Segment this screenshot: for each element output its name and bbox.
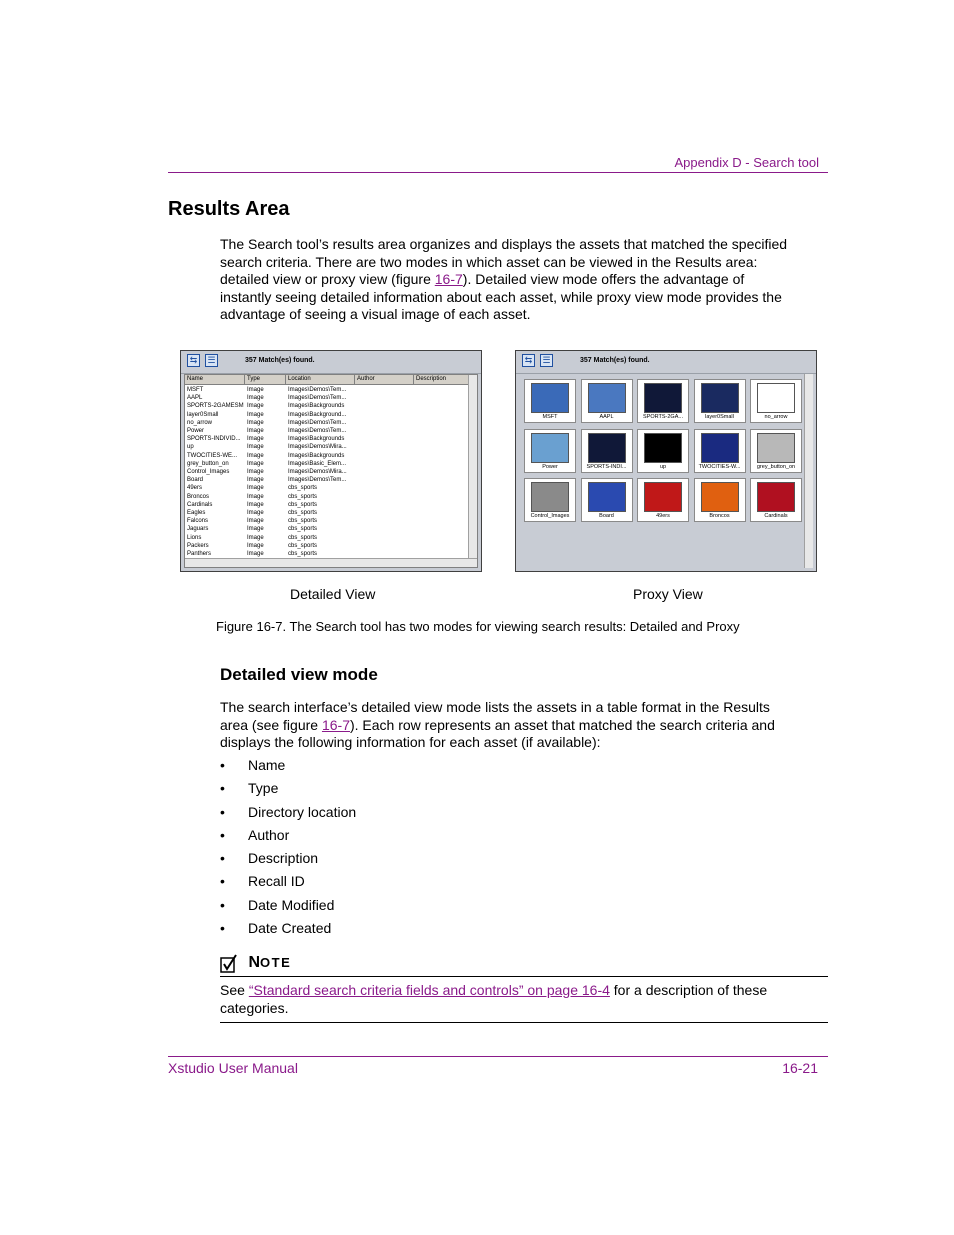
thumbnail-image bbox=[531, 433, 569, 463]
table-cell: layer0Small bbox=[187, 411, 219, 418]
field-list-item: • Name bbox=[220, 757, 620, 780]
table-cell: Image bbox=[247, 501, 264, 508]
table-row[interactable] bbox=[185, 452, 471, 460]
thumbnail-label: SPORTS-INDI... bbox=[586, 463, 627, 470]
standard-criteria-link[interactable]: “Standard search criteria fields and controls” on page 16-4 bbox=[248, 982, 610, 998]
detailed-view-screenshot bbox=[180, 350, 482, 572]
proxy-view-label: Proxy View bbox=[633, 586, 703, 602]
table-cell: up bbox=[187, 444, 194, 451]
asset-thumbnail[interactable] bbox=[637, 379, 689, 423]
horizontal-scrollbar[interactable] bbox=[185, 558, 477, 567]
table-cell: Image bbox=[247, 411, 264, 418]
table-cell: grey_button_on bbox=[187, 460, 229, 467]
table-cell: Image bbox=[247, 510, 264, 516]
table-row[interactable] bbox=[185, 550, 471, 558]
table-cell: SPORTS-2GAMESM bbox=[187, 403, 244, 410]
subsection-text-1: The search interface’s detailed view mode lists the assets in a table format in the Results area (see figure bbox=[220, 699, 770, 733]
field-list-item: • Directory location bbox=[220, 804, 620, 827]
table-cell: Falcons bbox=[187, 518, 209, 525]
thumbnail-image bbox=[701, 482, 739, 512]
table-cell: Images\Demos\Mira... bbox=[288, 469, 347, 475]
table-cell: Image bbox=[247, 469, 264, 475]
thumbnail-image bbox=[588, 383, 626, 413]
table-cell: Images\Demos\Tem... bbox=[288, 387, 347, 393]
table-cell: Broncos bbox=[187, 493, 210, 500]
table-cell: cbs_sports bbox=[288, 518, 318, 525]
thumbnail-grid bbox=[519, 374, 813, 568]
page-number: 16-21 bbox=[782, 1060, 818, 1076]
results-table bbox=[184, 374, 478, 568]
note-text bbox=[220, 982, 810, 1017]
table-cell: Panthers bbox=[187, 551, 212, 557]
note-bottom-rule bbox=[220, 1022, 828, 1023]
table-cell: Control_Images bbox=[187, 469, 230, 475]
table-cell: Image bbox=[247, 452, 264, 459]
table-cell: AAPL bbox=[187, 395, 203, 402]
table-cell: Images\Demos\Tem... bbox=[288, 428, 347, 434]
thumbnail-image bbox=[531, 482, 569, 512]
table-cell: Image bbox=[247, 395, 264, 402]
table-cell: Power bbox=[187, 428, 205, 434]
thumbnail-label: Board bbox=[599, 513, 614, 519]
detailed-view-label: Detailed View bbox=[290, 586, 376, 602]
detailed-view-icon[interactable]: ☰ bbox=[205, 354, 218, 367]
table-cell: cbs_sports bbox=[288, 510, 318, 516]
vertical-scrollbar[interactable] bbox=[804, 374, 813, 568]
asset-thumbnail[interactable] bbox=[524, 379, 576, 423]
table-cell: Image bbox=[247, 485, 264, 492]
table-cell: Image bbox=[247, 477, 264, 484]
figure-link[interactable]: 16-7 bbox=[434, 271, 463, 287]
page-title: Results Area bbox=[168, 198, 290, 220]
field-list-item: • Description bbox=[220, 850, 620, 873]
thumbnail-label: SPORTS-2GA... bbox=[643, 414, 683, 420]
table-cell: Images\Backgrounds bbox=[288, 403, 345, 410]
intro-text-2: ). Detailed view mode offers the advantage of instantly seeing detailed information about each asset, while proxy view mode provides the advantage of seeing a visual image of each asset. bbox=[220, 271, 782, 322]
vertical-scrollbar[interactable] bbox=[468, 375, 477, 559]
table-cell: Image bbox=[247, 428, 264, 434]
thumbnail-label: layer0Small bbox=[705, 414, 734, 420]
footer-rule bbox=[168, 1056, 828, 1057]
note-text-1: See bbox=[220, 982, 249, 998]
table-cell: Images\Basic_Elem... bbox=[288, 460, 347, 467]
asset-thumbnail[interactable] bbox=[581, 379, 633, 423]
table-cell: 49ers bbox=[187, 485, 203, 492]
table-cell: cbs_sports bbox=[288, 501, 318, 508]
asset-thumbnail[interactable] bbox=[581, 478, 633, 522]
field-list-item: • Recall ID bbox=[220, 873, 620, 896]
table-row[interactable] bbox=[185, 501, 471, 509]
thumbnail-label: 49ers bbox=[656, 513, 670, 519]
table-row[interactable] bbox=[185, 443, 471, 451]
table-row[interactable] bbox=[185, 411, 471, 419]
field-list bbox=[220, 757, 620, 943]
results-toolbar bbox=[516, 351, 816, 374]
table-cell: Image bbox=[247, 387, 264, 393]
field-list-item: • Author bbox=[220, 827, 620, 850]
table-cell: Packers bbox=[187, 542, 209, 549]
table-cell: Image bbox=[247, 444, 264, 451]
table-row[interactable] bbox=[185, 525, 471, 533]
table-row[interactable] bbox=[185, 509, 471, 517]
column-header[interactable]: Description bbox=[414, 375, 471, 384]
table-cell: Image bbox=[247, 534, 264, 541]
table-row[interactable] bbox=[185, 534, 471, 542]
column-header[interactable]: Author bbox=[355, 375, 414, 384]
column-header[interactable]: Location bbox=[286, 375, 355, 384]
table-row[interactable] bbox=[185, 517, 471, 525]
asset-thumbnail[interactable] bbox=[694, 478, 746, 522]
asset-thumbnail[interactable] bbox=[637, 478, 689, 522]
table-row[interactable] bbox=[185, 460, 471, 468]
table-cell: cbs_sports bbox=[288, 526, 318, 533]
field-list-item: • Type bbox=[220, 780, 620, 803]
note-label-rest: OTE bbox=[260, 955, 292, 970]
column-header[interactable]: Name bbox=[185, 375, 245, 384]
thumbnail-image bbox=[757, 383, 795, 413]
table-row[interactable] bbox=[185, 419, 471, 427]
table-cell: Images\Demos\Tem... bbox=[288, 419, 347, 426]
thumbnail-label: grey_button_on bbox=[756, 463, 796, 470]
match-count: 357 Match(es) found. bbox=[245, 357, 315, 364]
thumbnail-label: Cardinals bbox=[764, 513, 788, 519]
thumbnail-image bbox=[701, 433, 739, 463]
asset-thumbnail[interactable] bbox=[750, 429, 802, 473]
asset-thumbnail[interactable] bbox=[750, 379, 802, 423]
table-row[interactable] bbox=[185, 435, 471, 443]
table-cell: Image bbox=[247, 518, 264, 525]
table-cell: Image bbox=[247, 436, 264, 443]
table-cell: SPORTS-INDIVID... bbox=[187, 436, 241, 443]
table-row[interactable] bbox=[185, 427, 471, 435]
table-cell: no_arrow bbox=[187, 419, 213, 426]
table-row[interactable] bbox=[185, 468, 471, 476]
table-cell: Cardinals bbox=[187, 501, 213, 508]
thumbnail-label: MSFT bbox=[542, 414, 558, 420]
table-row[interactable] bbox=[185, 402, 471, 410]
thumbnail-label: TWOCITIES-W... bbox=[698, 463, 741, 470]
table-cell: Image bbox=[247, 542, 264, 549]
thumbnail-image bbox=[644, 383, 682, 413]
table-cell: Images\Background... bbox=[288, 411, 347, 418]
note-top-rule bbox=[220, 976, 828, 977]
asset-thumbnail[interactable] bbox=[637, 429, 689, 473]
intro-paragraph bbox=[220, 236, 795, 324]
table-cell: Images\Backgrounds bbox=[288, 452, 345, 459]
intro-text-1: The Search tool’s results area organizes and displays the assets that matched the specified search criteria. There are two modes in which asset can be viewed in the Results area: detailed view or proxy view (figure bbox=[220, 236, 788, 287]
table-row[interactable] bbox=[185, 394, 471, 402]
subsection-paragraph bbox=[220, 699, 795, 752]
asset-thumbnail[interactable] bbox=[524, 478, 576, 522]
table-cell: Images\Demos\Mira... bbox=[288, 444, 347, 451]
table-cell: Image bbox=[247, 419, 264, 426]
table-cell: Eagles bbox=[187, 510, 206, 516]
thumbnail-image bbox=[701, 383, 739, 413]
table-cell: Images\Demos\Tem... bbox=[288, 477, 347, 484]
asset-thumbnail[interactable] bbox=[694, 379, 746, 423]
thumbnail-label: no_arrow bbox=[764, 414, 788, 420]
thumbnail-label: Control_Images bbox=[530, 513, 570, 519]
table-cell: Board bbox=[187, 477, 204, 484]
asset-thumbnail[interactable] bbox=[694, 429, 746, 473]
note-label-first: N bbox=[248, 954, 261, 971]
table-cell: MSFT bbox=[187, 387, 204, 393]
running-header: Appendix D - Search tool bbox=[674, 155, 819, 170]
table-header bbox=[185, 375, 471, 385]
field-list-item: • Date Created bbox=[220, 920, 620, 943]
table-row[interactable] bbox=[185, 476, 471, 484]
figure-link[interactable]: 16-7 bbox=[321, 716, 350, 733]
detailed-view-icon[interactable]: ☰ bbox=[540, 354, 553, 367]
thumbnail-image bbox=[588, 482, 626, 512]
thumbnail-image bbox=[531, 383, 569, 413]
table-cell: Image bbox=[247, 551, 264, 557]
asset-thumbnail[interactable] bbox=[581, 429, 633, 473]
header-rule bbox=[168, 172, 828, 173]
thumbnail-label: AAPL bbox=[599, 414, 614, 420]
table-row[interactable] bbox=[185, 484, 471, 492]
thumbnail-label: Broncos bbox=[709, 513, 730, 519]
table-cell: cbs_sports bbox=[288, 485, 318, 492]
table-cell: Image bbox=[247, 460, 264, 467]
table-cell: cbs_sports bbox=[288, 534, 318, 541]
subsection-title: Detailed view mode bbox=[220, 665, 378, 684]
thumbnail-image bbox=[644, 433, 682, 463]
thumbnail-label: up bbox=[659, 463, 667, 470]
table-cell: cbs_sports bbox=[288, 493, 318, 500]
proxy-view-icon[interactable]: ⇆ bbox=[187, 354, 200, 367]
results-toolbar bbox=[181, 351, 481, 374]
thumbnail-image bbox=[588, 433, 626, 463]
note-text-2: for a description of these categories. bbox=[220, 982, 768, 1016]
thumbnail-image bbox=[757, 482, 795, 512]
table-cell: Image bbox=[247, 526, 264, 533]
asset-thumbnail[interactable] bbox=[750, 478, 802, 522]
proxy-view-screenshot bbox=[515, 350, 817, 572]
table-cell: Image bbox=[247, 403, 264, 410]
table-cell: TWOCITIES-WE... bbox=[187, 452, 237, 459]
thumbnail-image bbox=[757, 433, 795, 463]
table-row[interactable] bbox=[185, 493, 471, 501]
field-list-item: • Date Modified bbox=[220, 897, 620, 920]
thumbnail-image bbox=[644, 482, 682, 512]
note-heading bbox=[220, 954, 291, 976]
table-cell: Images\Demos\Tem... bbox=[288, 395, 347, 402]
column-header[interactable]: Type bbox=[245, 375, 286, 384]
footer-title: Xstudio User Manual bbox=[168, 1060, 298, 1076]
subsection-text-2: ). Each row represents an asset that matched the search criteria and displays the following information for each asset (if available): bbox=[220, 716, 775, 750]
table-cell: cbs_sports bbox=[288, 551, 318, 557]
proxy-view-icon[interactable]: ⇆ bbox=[522, 354, 535, 367]
table-cell: Lions bbox=[187, 534, 202, 541]
table-cell: cbs_sports bbox=[288, 542, 318, 549]
table-cell: Image bbox=[247, 493, 264, 500]
figure-caption: Figure 16-7. The Search tool has two modes for viewing search results: Detailed and Proxy bbox=[216, 619, 740, 634]
asset-thumbnail[interactable] bbox=[524, 429, 576, 473]
table-row[interactable] bbox=[185, 386, 471, 394]
table-row[interactable] bbox=[185, 542, 471, 550]
table-cell: Images\Backgrounds bbox=[288, 436, 345, 443]
match-count: 357 Match(es) found. bbox=[580, 357, 650, 364]
thumbnail-label: Power bbox=[542, 463, 558, 470]
table-cell: Jaguars bbox=[187, 526, 209, 533]
